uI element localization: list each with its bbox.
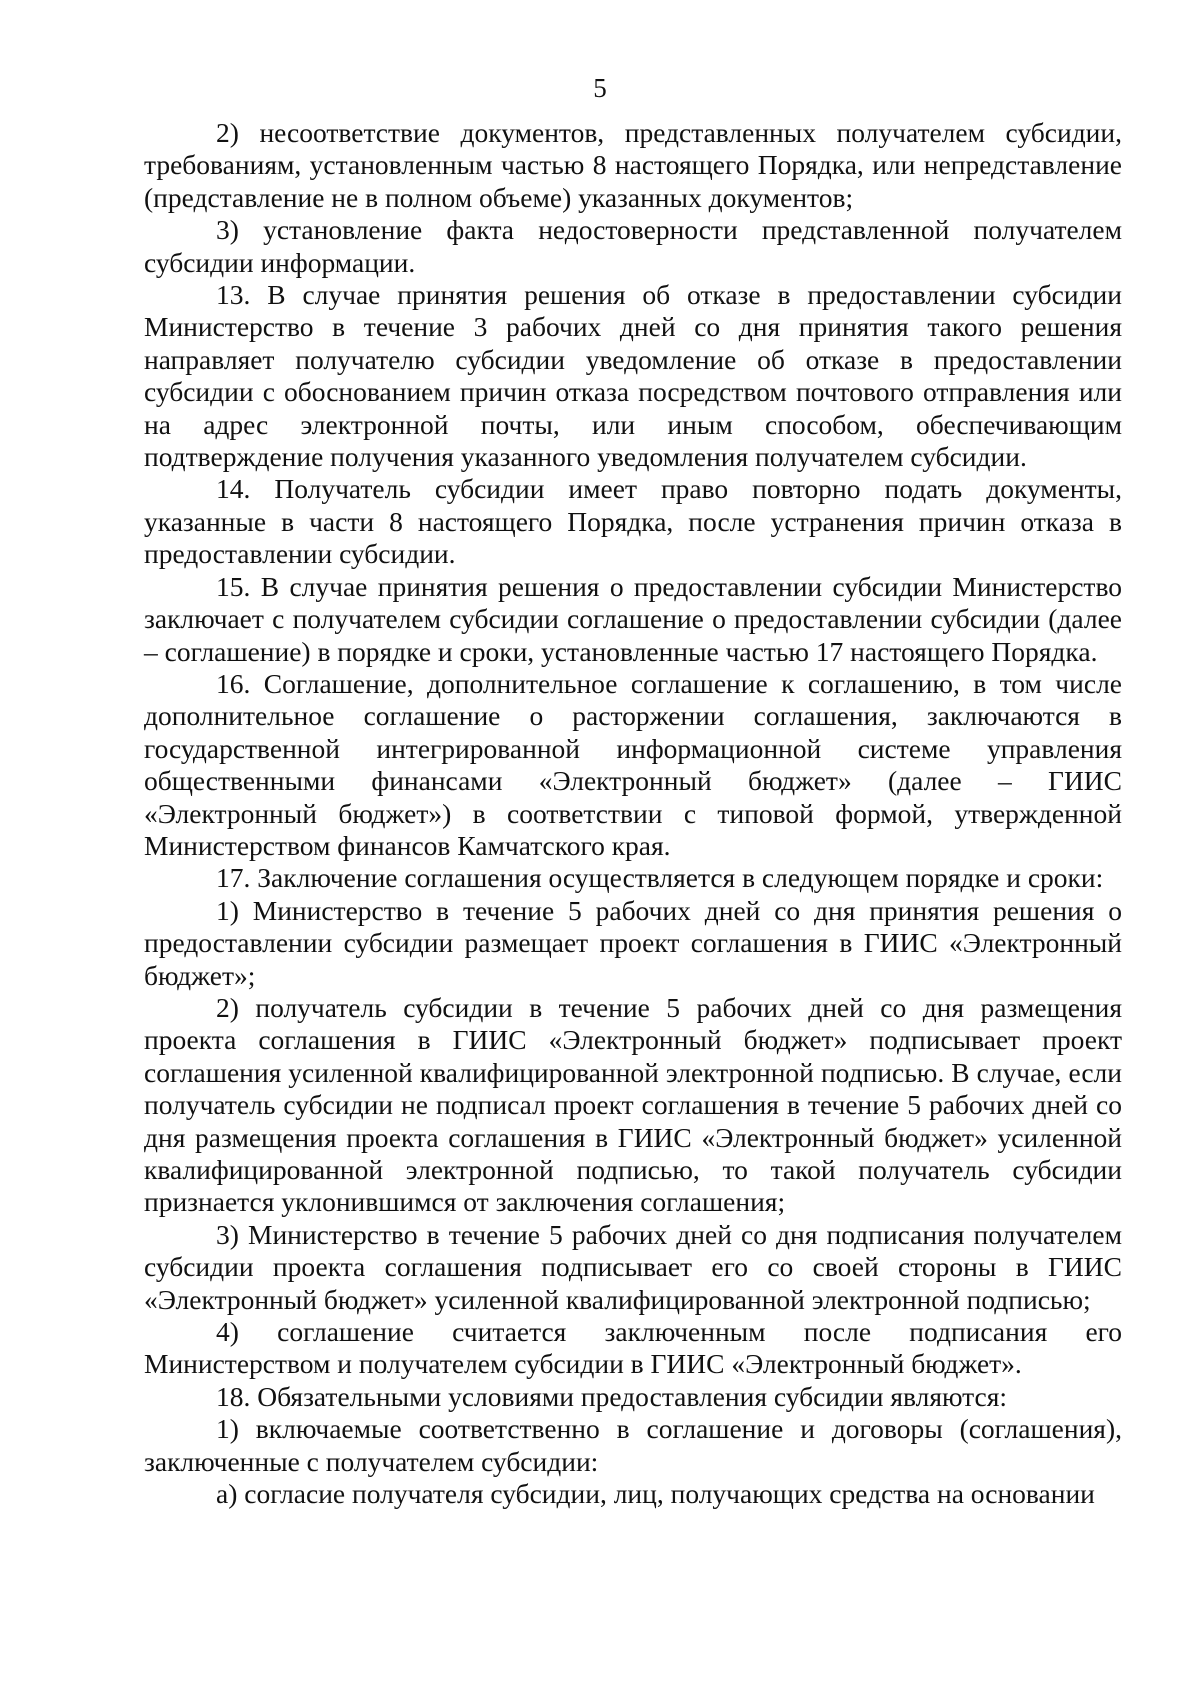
paragraph-16: 16. Соглашение, дополнительное соглашение к соглашению, в том числе дополнительное соглашение о расторжении соглашения, заключаются в государственной интегрированной информационной системе управления общественными финансами «Электронный бюджет» (далее – ГИИС «Электронный бюджет») в соответствии с типовой формой, утвержденной Министерством финансов Камчатского края. <box>144 667 1122 861</box>
paragraph-12-item-2: 2) несоответствие документов, представленных получателем субсидии, требованиям, установленным частью 8 настоящего Порядка, или непредставление (представление не в полном объеме) указанных документов; <box>144 117 1122 213</box>
paragraph-18-item-1-a: а) согласие получателя субсидии, лиц, получающих средства на основании <box>216 1478 1095 1510</box>
paragraph-17: 17. Заключение соглашения осуществляется в следующем порядке и сроки: <box>216 862 1104 894</box>
paragraph-17-item-1: 1) Министерство в течение 5 рабочих дней со дня принятия решения о предоставлении субсидии размещает проект соглашения в ГИИС «Электронный бюджет»; <box>144 894 1122 991</box>
paragraph-14: 14. Получатель субсидии имеет право повторно подать документы, указанные в части 8 настоящего Порядка, после устранения причин отказа в предоставлении субсидии. <box>144 473 1122 570</box>
paragraph-17-item-3: 3) Министерство в течение 5 рабочих дней со дня подписания получателем субсидии проекта соглашения подписывает его со своей стороны в ГИИС «Электронный бюджет» усиленной квалифицированной электронной подписью; <box>144 1218 1122 1315</box>
page-number: 5 <box>593 73 607 103</box>
paragraph-13: 13. В случае принятия решения об отказе в предоставлении субсидии Министерство в течение 3 рабочих дней со дня принятия такого решения направляет получателю субсидии уведомление об отказе в предоставлении субсидии с обоснованием причин отказа посредством почтового отправления или на адрес электронной почты, или иным способом, обеспечивающим подтверждение получения указанного уведомления получателем субсидии. <box>144 279 1122 473</box>
paragraph-17-item-4: 4) соглашение считается заключенным после подписания его Министерством и получателем субсидии в ГИИС «Электронный бюджет». <box>144 1316 1122 1380</box>
document-body <box>144 117 1122 1510</box>
paragraph-18: 18. Обязательными условиями предоставления субсидии являются: <box>216 1380 1008 1412</box>
paragraph-18-item-1: 1) включаемые соответственно в соглашение и договоры (соглашения), заключенные с получателем субсидии: <box>144 1413 1122 1477</box>
paragraph-15: 15. В случае принятия решения о предоставлении субсидии Министерство заключает с получателем субсидии соглашение о предоставлении субсидии (далее – соглашение) в порядке и сроки, установленные частью 17 настоящего Порядка. <box>144 570 1122 667</box>
paragraph-12-item-3: 3) установление факта недостоверности представленной получателем субсидии информации. <box>144 214 1122 278</box>
paragraph-17-item-2: 2) получатель субсидии в течение 5 рабочих дней со дня размещения проекта соглашения в ГИИС «Электронный бюджет» подписывает проект соглашения усиленной квалифицированной электронной подписью. В случае, если получатель субсидии не подписал проект соглашения в течение 5 рабочих дней со дня размещения проекта соглашения в ГИИС «Электронный бюджет» усиленной квалифицированной электронной подписью, то такой получатель субсидии признается уклонившимся от заключения соглашения; <box>144 991 1122 1218</box>
